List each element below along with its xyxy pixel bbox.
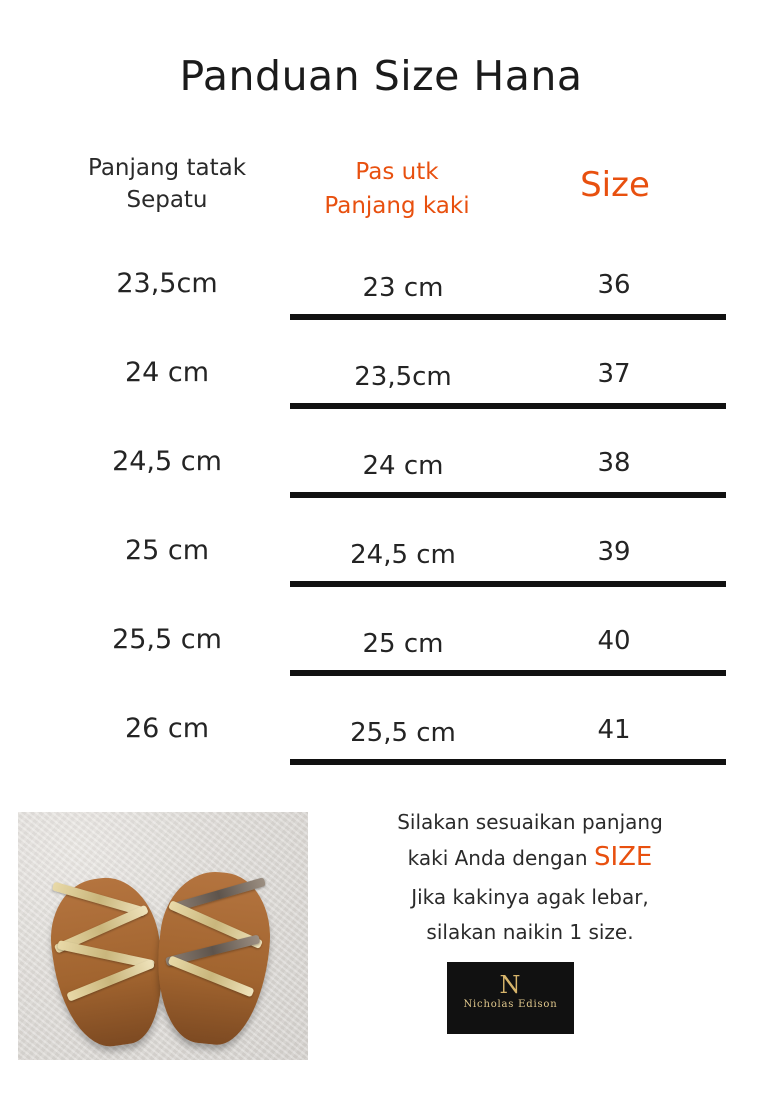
cell-sole-length: 23,5cm [116, 268, 218, 299]
note-size-highlight: SIZE [593, 842, 653, 872]
column-header-sole-length-line1: Panjang tatak [87, 155, 247, 181]
cell-foot-length: 23 cm [362, 273, 444, 303]
strap [168, 955, 255, 997]
note-line-2-prefix: kaki Anda dengan [407, 846, 588, 870]
note-line-4: silakan naikin 1 size. [426, 920, 634, 944]
fitting-note [330, 805, 730, 950]
note-line-1: Silakan sesuaikan panjang [397, 810, 663, 834]
cell-size: 36 [597, 270, 631, 300]
cell-sole-length: 24,5 cm [112, 446, 222, 477]
cell-sole-length: 26 cm [124, 713, 210, 744]
row-divider [290, 492, 726, 498]
cell-size: 40 [597, 626, 631, 656]
sandals-photo [18, 812, 308, 1060]
cell-size: 38 [597, 448, 631, 478]
cell-foot-length: 23,5cm [354, 362, 452, 392]
cell-sole-length: 24 cm [124, 357, 210, 388]
table-row [0, 436, 762, 525]
cell-sole-length: 25,5 cm [112, 624, 222, 655]
cell-foot-length: 25,5 cm [350, 718, 456, 748]
table-row [0, 703, 762, 792]
logo-monogram-icon: N [499, 971, 522, 999]
cell-size: 41 [597, 715, 631, 745]
note-line-3: Jika kakinya agak lebar, [411, 885, 649, 909]
table-row [0, 614, 762, 703]
page-title: Panduan Size Hana [179, 52, 583, 100]
column-header-foot-length-line2: Panjang kaki [324, 193, 470, 219]
cell-foot-length: 25 cm [362, 629, 444, 659]
cell-foot-length: 24,5 cm [350, 540, 456, 570]
row-divider [290, 314, 726, 320]
strap [66, 959, 155, 1002]
cell-foot-length: 24 cm [362, 451, 444, 481]
row-divider [290, 670, 726, 676]
row-divider [290, 581, 726, 587]
column-header-sole-length [42, 152, 292, 216]
table-row [0, 347, 762, 436]
size-table [0, 258, 762, 792]
brand-logo [447, 962, 574, 1034]
table-row [0, 525, 762, 614]
cell-size: 37 [597, 359, 631, 389]
logo-brand-name: Nicholas Edison [463, 999, 558, 1010]
cell-sole-length: 25 cm [124, 535, 210, 566]
column-header-sole-length-line2: Sepatu [126, 187, 208, 213]
table-row [0, 258, 762, 347]
column-header-foot-length-line1: Pas utk [355, 159, 439, 185]
column-header-foot-length [292, 155, 502, 223]
column-header-size: Size [580, 165, 650, 205]
cell-size: 39 [597, 537, 631, 567]
row-divider [290, 759, 726, 765]
row-divider [290, 403, 726, 409]
